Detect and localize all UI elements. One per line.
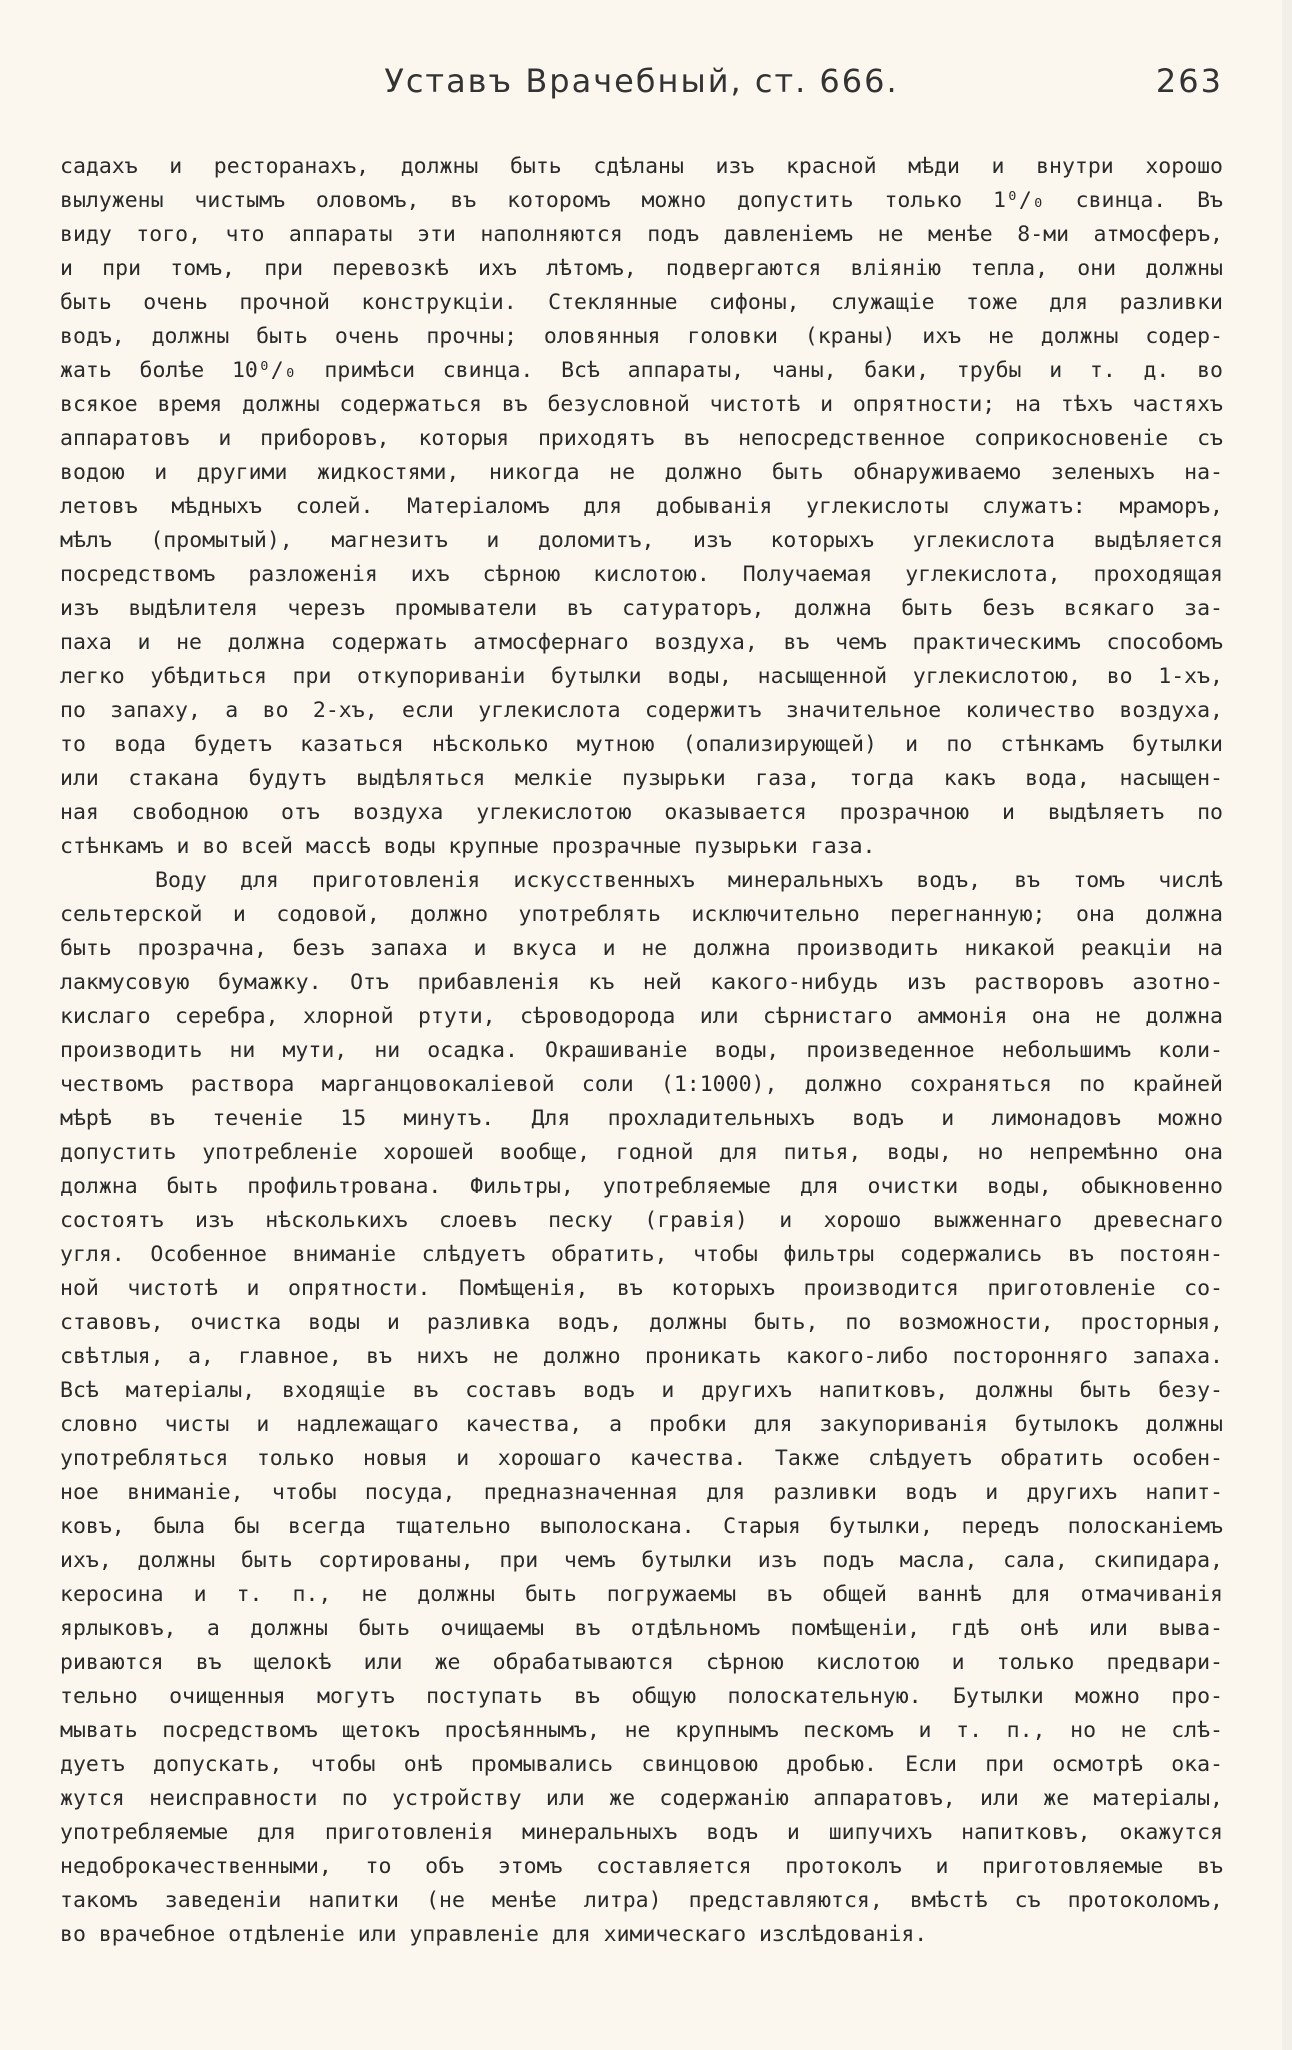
text-line: угля. Особенное вниманіе слѣдуетъ обратить, чтобы фильтры содержались въ постоян- (60, 1242, 1223, 1267)
text-line: состоятъ изъ нѣсколькихъ слоевъ песку (гравія) и хорошо выжженнаго древеснаго (60, 1208, 1223, 1233)
text-line: дуетъ допускать, чтобы онѣ промывались свинцовою дробью. Если при осмотрѣ ока- (60, 1752, 1223, 1777)
text-line: употребляться только новыя и хорошаго качества. Также слѣдуетъ обратить особен- (60, 1446, 1223, 1471)
text-line: мывать посредствомъ щетокъ просѣяннымъ, не крупнымъ пескомъ и т. п., но не слѣ- (60, 1718, 1223, 1743)
text-line: лакмусовую бумажку. Отъ прибавленія къ ней какого-нибудь изъ растворовъ азотно- (60, 970, 1223, 995)
text-line: легко убѣдиться при откупориваніи бутылки воды, насыщенной углекислотою, во 1-хъ, (60, 664, 1223, 689)
text-line: ное вниманіе, чтобы посуда, предназначенная для разливки водъ и другихъ напит- (60, 1480, 1223, 1505)
text-line: Воду для приготовленія искусственныхъ минеральныхъ водъ, въ томъ числѣ (155, 868, 1223, 893)
text-line: виду того, что аппараты эти наполняются подъ давленіемъ не менѣе 8-ми атмосферъ, (60, 222, 1223, 247)
text-line: изъ выдѣлителя черезъ промыватели въ сатураторъ, должна быть безъ всякаго за- (60, 596, 1223, 621)
body-text (60, 150, 1223, 1952)
page-header (60, 62, 1223, 106)
text-line: ковъ, была бы всегда тщательно выполоскана. Старыя бутылки, передъ полосканіемъ (60, 1514, 1223, 1539)
text-line: производить ни мути, ни осадка. Окрашиваніе воды, произведенное небольшимъ коли- (60, 1038, 1223, 1063)
text-line: ставовъ, очистка воды и разливка водъ, должны быть, по возможности, просторныя, (60, 1310, 1223, 1335)
text-line: должна быть профильтрована. Фильтры, употребляемые для очистки воды, обыкновенно (60, 1174, 1223, 1199)
paragraph (60, 150, 1223, 864)
text-line: то вода будетъ казаться нѣсколько мутною (опализирующей) и по стѣнкамъ бутылки (60, 732, 1223, 757)
text-line: сельтерской и содовой, должно употреблять исключительно перегнанную; она должна (60, 902, 1223, 927)
text-line: керосина и т. п., не должны быть погружаемы въ общей ваннѣ для отмачиванія (60, 1582, 1223, 1607)
text-line: риваются въ щелокѣ или же обрабатываются сѣрною кислотою и только предвари- (60, 1650, 1223, 1675)
text-line: ная свободною отъ воздуха углекислотою оказывается прозрачною и выдѣляетъ по (60, 800, 1223, 825)
text-line: тельно очищенныя могутъ поступать въ общую полоскательную. Бутылки можно про- (60, 1684, 1223, 1709)
text-line: во врачебное отдѣленіе или управленіе для химическаго изслѣдованія. (60, 1922, 928, 1947)
text-line: Всѣ матеріалы, входящіе въ составъ водъ и другихъ напитковъ, должны быть безу- (60, 1378, 1223, 1403)
text-line: жутся неисправности по устройству или же содержанію аппаратовъ, или же матеріалы, (60, 1786, 1223, 1811)
text-line: словно чисты и надлежащаго качества, а пробки для закупориванія бутылокъ должны (60, 1412, 1223, 1437)
text-line: стѣнкамъ и во всей массѣ воды крупные прозрачные пузырьки газа. (60, 834, 876, 859)
text-line: ихъ, должны быть сортированы, при чемъ бутылки изъ подъ масла, сала, скипидара, (60, 1548, 1223, 1573)
text-line: водъ, должны быть очень прочны; оловянныя головки (краны) ихъ не должны содер- (60, 324, 1223, 349)
text-line: быть прозрачна, безъ запаха и вкуса и не должна производить никакой реакціи на (60, 936, 1223, 961)
text-line: мѣлъ (промытый), магнезитъ и доломитъ, изъ которыхъ углекислота выдѣляется (60, 528, 1223, 553)
text-line: жать болѣе 10⁰/₀ примѣси свинца. Всѣ аппараты, чаны, баки, трубы и т. д. во (60, 358, 1223, 383)
text-line: ярлыковъ, а должны быть очищаемы въ отдѣльномъ помѣщеніи, гдѣ онѣ или выва- (60, 1616, 1223, 1641)
text-line: мѣрѣ въ теченіе 15 минутъ. Для прохладительныхъ водъ и лимонадовъ можно (60, 1106, 1223, 1131)
text-line: водою и другими жидкостями, никогда не должно быть обнаруживаемо зеленыхъ на- (60, 460, 1223, 485)
text-line: такомъ заведеніи напитки (не менѣе литра) представляются, вмѣстѣ съ протоколомъ, (60, 1888, 1223, 1913)
text-line: летовъ мѣдныхъ солей. Матеріаломъ для добыванія углекислоты служатъ: мраморъ, (60, 494, 1223, 519)
text-line: садахъ и ресторанахъ, должны быть сдѣланы изъ красной мѣди и внутри хорошо (60, 154, 1223, 179)
text-line: недоброкачественными, то объ этомъ составляется протоколъ и приготовляемые въ (60, 1854, 1223, 1879)
text-line: ной чистотѣ и опрятности. Помѣщенія, въ которыхъ производится приготовленіе со- (60, 1276, 1223, 1301)
text-line: чествомъ раствора марганцовокаліевой соли (1:1000), должно сохраняться по крайней (60, 1072, 1223, 1097)
text-line: по запаху, а во 2-хъ, если углекислота содержитъ значительное количество воздуха, (60, 698, 1223, 723)
running-title: Уставъ Врачебный, ст. 666. (384, 62, 899, 100)
text-line: посредствомъ разложенія ихъ сѣрною кислотою. Получаемая углекислота, проходящая (60, 562, 1223, 587)
text-line: или стакана будутъ выдѣляться мелкіе пузырьки газа, тогда какъ вода, насыщен- (60, 766, 1223, 791)
text-line: быть очень прочной конструкціи. Стеклянные сифоны, служащіе тоже для разливки (60, 290, 1223, 315)
text-line: паха и не должна содержать атмосфернаго воздуха, въ чемъ практическимъ способомъ (60, 630, 1223, 655)
paragraph (60, 864, 1223, 1952)
text-line: всякое время должны содержаться въ безусловной чистотѣ и опрятности; на тѣхъ частяхъ (60, 392, 1223, 417)
text-line: и при томъ, при перевозкѣ ихъ лѣтомъ, подвергаются вліянію тепла, они должны (60, 256, 1223, 281)
text-line: аппаратовъ и приборовъ, которыя приходятъ въ непосредственное соприкосновеніе съ (60, 426, 1223, 451)
text-line: кислаго серебра, хлорной ртути, сѣроводорода или сѣрнистаго аммонія она не должна (60, 1004, 1223, 1029)
text-line: допустить употребленіе хорошей вообще, годной для питья, воды, но непремѣнно она (60, 1140, 1223, 1165)
text-line: свѣтлыя, а, главное, въ нихъ не должно проникать какого-либо посторонняго запаха. (60, 1344, 1223, 1369)
page-number: 263 (1155, 62, 1223, 100)
text-line: употребляемые для приготовленія минеральныхъ водъ и шипучихъ напитковъ, окажутся (60, 1820, 1223, 1845)
text-line: вылужены чистымъ оловомъ, въ которомъ можно допустить только 1⁰/₀ свинца. Въ (60, 188, 1223, 213)
